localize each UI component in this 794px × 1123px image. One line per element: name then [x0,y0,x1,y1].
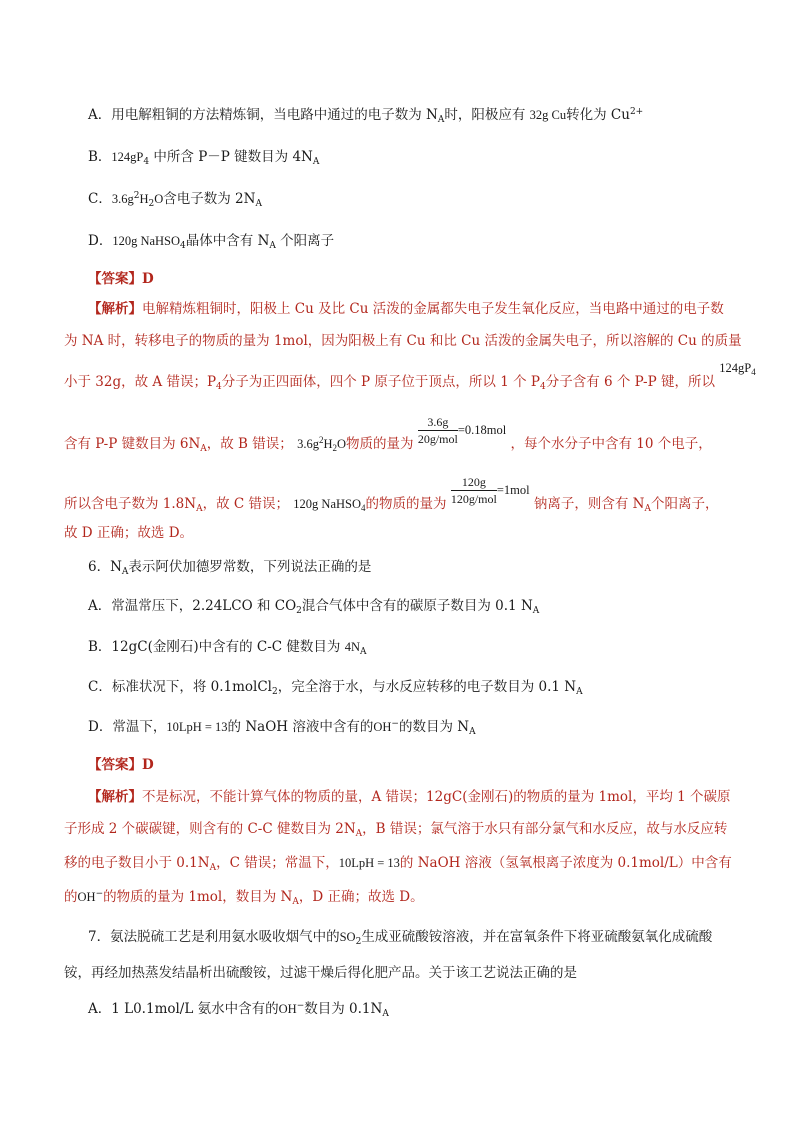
q5-answer: 【答案】D [88,271,154,287]
q7-option-a: A．1 L0.1mol/L 氨水中含有的OH−数目为 $0.1N_A$ [88,1001,389,1019]
q5-analysis-line-2: 为 NA 时，转移电子的物质的量为 1mol，因为阳极上有 Cu 和比 Cu 活泼的金属失电子，所以溶解的 Cu 的质量 [64,333,742,349]
q5-option-c: C．$3.6g^2H_2O$含电子数为 $2N_A$ [88,191,262,209]
q6-analysis-line-4: 的OH−的物质的量为 1mol，数目为 $N_A$，D 正确；故选 D。 [64,889,424,907]
fraction-nahso4-moles: $\frac{120g}{\text{120g/mol}}$ [450,475,497,506]
q6-option-d: D．常温下，10LpH = 13的 NaOH 溶液中含有的OH−的数目为 $N_A$ [88,719,476,737]
q5-option-a: A．用电解粗铜的方法精炼铜，当电路中通过的电子数为 $N_A$时，阳极应有 32g Cu转化为 $Cu^{2+}$ [88,107,644,125]
q6-analysis-line-2: 子形成 2 个碳碳键，则含有的 C-C 健数目为 $2N_A$，B 错误；氯气溶于水只有部分氯气和水反应，故与水反应转 [64,821,728,839]
q5-analysis-line-3: 小于 32g，故 A 错误；$P_4$分子为正四面体，四个 P 原子位于顶点，所以 1 个 $P_4$分子含有 6 个 P-P 键，所以 $124gP_4$ [64,361,756,392]
q6-stem: 6．$N_A$表示阿伏加德罗常数，下列说法正确的是 [88,559,372,577]
fraction-water-moles: $\frac{3.6g}{\text{20g/mol}}$ [417,415,458,446]
q5-analysis-line-4: 含有 P-P 键数目为 $6N_A$，故 B 错误； $3.6g^2H_2O$物质的量为 $\frac{3.6g}{\text{20g/mol}}$ =0.18mol ，每个水分子中含有 10 个电子， [64,415,712,454]
q6-option-c: C．标准状况下，将 0.1molCl$_2$，完全溶于水，与水反应转移的电子数目为 0.1 $N_A$ [88,679,583,697]
q6-answer: 【答案】D [88,757,154,773]
q6-option-a: A．常温常压下，2.24LCO 和 $CO_2$混合气体中含有的碳原子数目为 0.1 $N_A$ [88,598,540,616]
q6-option-b: B．12gC(金刚石)中含有的 C-C 健数目为 $4N_A$ [88,639,367,657]
q5-analysis-line-6: 故 D 正确；故选 D。 [64,525,194,541]
q7-stem-line-2: 铵，再经加热蒸发结晶析出硫酸铵，过滤干燥后得化肥产品。关于该工艺说法正确的是 [64,965,577,981]
q5-option-d: D．120g NaHSO$_4$晶体中含有 $N_A$ 个阳离子 [88,233,335,251]
q6-analysis-line-1: 【解析】不是标况，不能计算气体的物质的量，A 错误；12gC(金刚石)的物质的量为 1mol，平均 1 个碳原 [88,789,731,805]
q5-analysis-line-5: 所以含电子数为 $1.8N_A$，故 C 错误； 120g NaHSO$_4$的物质的量为 $\frac{120g}{\text{120g/mol}}$ =1mol 钠离子，则含有 $N_A$个阳离子， [64,475,719,514]
q5-option-b: B．$124gP_4$ 中所含 P－P 键数目为 $4N_A$ [88,149,320,167]
q6-analysis-line-3: 移的电子数目小于 $0.1N_A$，C 错误；常温下，10LpH = 13的 NaOH 溶液（氢氧根离子浓度为 0.1mol/L）中含有 [64,855,732,873]
q7-stem-line-1: 7．氨法脱硫工艺是利用氨水吸收烟气中的$SO_2$生成亚硫酸铵溶液，并在富氧条件下将亚硫酸氨氧化成硫酸 [88,929,713,947]
q5-analysis-line-1: 【解析】电解精炼粗铜时，阳极上 Cu 及比 Cu 活泼的金属都失电子发生氧化反应，当电路中通过的电子数 [88,301,724,317]
